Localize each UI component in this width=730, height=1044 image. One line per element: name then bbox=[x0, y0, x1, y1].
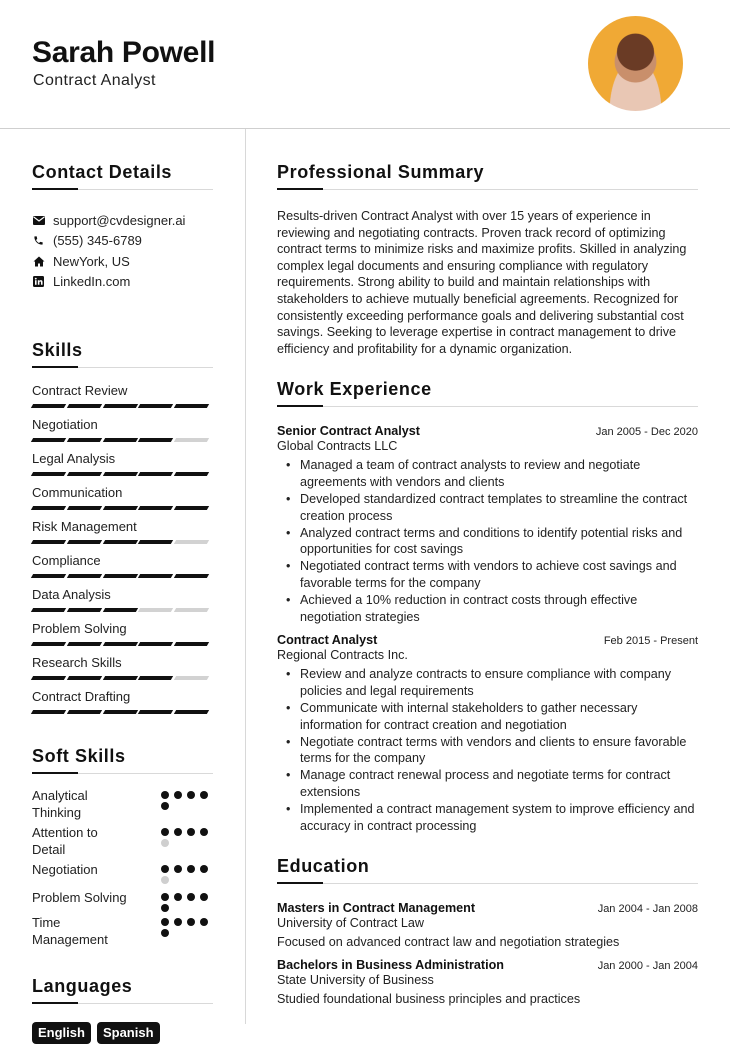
skill-level-segment bbox=[67, 642, 102, 646]
skill-level-segment bbox=[67, 676, 102, 680]
skill-level-segment bbox=[31, 438, 66, 442]
skill-level-segment bbox=[138, 642, 173, 646]
skill-item bbox=[32, 450, 213, 476]
soft-skill-name: Attention to Detail bbox=[32, 825, 98, 857]
skill-item bbox=[32, 382, 213, 408]
skill-level-segment bbox=[31, 574, 66, 578]
job-bullet: • Developed standardized contract templates to streamline the contract creation process bbox=[300, 491, 698, 524]
skill-name: Data Analysis bbox=[32, 587, 111, 602]
skill-level-segment bbox=[138, 404, 173, 408]
skill-level-segment bbox=[31, 472, 66, 476]
soft-skills-heading: Soft Skills bbox=[32, 746, 126, 766]
skill-level-segment bbox=[67, 404, 102, 408]
skill-level-segment bbox=[67, 608, 102, 612]
skill-level-segment bbox=[102, 574, 137, 578]
skill-level-bar bbox=[32, 642, 213, 646]
skills-heading: Skills bbox=[32, 340, 83, 360]
skill-level-bar bbox=[32, 710, 213, 714]
soft-skill-level-dot bbox=[187, 893, 195, 901]
skill-level-segment bbox=[102, 642, 137, 646]
soft-skill-level-dots bbox=[161, 791, 213, 810]
skill-level-segment bbox=[138, 506, 173, 510]
skill-level-segment bbox=[174, 506, 209, 510]
job-bullet: • Negotiate contract terms with vendors and clients to ensure favorable terms for the company bbox=[300, 734, 698, 767]
soft-skill-level-dot bbox=[187, 918, 195, 926]
right-column bbox=[277, 129, 698, 1006]
job-date: Jan 2005 - Dec 2020 bbox=[595, 426, 698, 439]
education-description: Focused on advanced contract law and negotiation strategies bbox=[277, 935, 620, 950]
soft-skill-level-dot bbox=[161, 893, 169, 901]
skill-level-bar bbox=[32, 472, 213, 476]
skill-level-bar bbox=[32, 676, 213, 680]
soft-skill-level-dot bbox=[161, 865, 169, 873]
school-name: University of Contract Law bbox=[277, 916, 424, 931]
skill-item bbox=[32, 654, 213, 680]
skill-level-segment bbox=[67, 574, 102, 578]
left-column bbox=[32, 129, 213, 1044]
job-bullet: • Manage contract renewal process and negotiate terms for contract extensions bbox=[300, 767, 698, 800]
contact-email-text: support@cvdesigner.ai bbox=[53, 212, 186, 228]
skill-level-segment bbox=[102, 404, 137, 408]
skill-name: Compliance bbox=[32, 553, 101, 568]
soft-skill-level-dot bbox=[161, 802, 169, 810]
skills-section bbox=[32, 340, 213, 714]
soft-skill-item bbox=[32, 788, 213, 821]
soft-skill-level-dot bbox=[161, 839, 169, 847]
skill-level-bar bbox=[32, 404, 213, 408]
skill-item bbox=[32, 484, 213, 510]
job-bullet: • Negotiated contract terms with vendors to achieve cost savings and favorable terms for the company bbox=[300, 558, 698, 591]
skill-level-segment bbox=[102, 472, 137, 476]
resume-header bbox=[0, 0, 730, 129]
education-entry bbox=[277, 901, 698, 949]
skill-level-segment bbox=[102, 676, 137, 680]
contact-heading: Contact Details bbox=[32, 162, 173, 182]
soft-skill-level-dot bbox=[161, 791, 169, 799]
skill-item bbox=[32, 620, 213, 646]
contact-phone[interactable] bbox=[32, 231, 213, 252]
contact-section bbox=[32, 162, 213, 292]
profile-photo bbox=[588, 16, 683, 111]
skill-level-segment bbox=[31, 608, 66, 612]
section-rule bbox=[32, 1003, 213, 1004]
candidate-name: Sarah Powell bbox=[32, 36, 216, 69]
skill-level-segment bbox=[174, 404, 209, 408]
language-badge: English bbox=[32, 1022, 91, 1044]
education-entry bbox=[277, 958, 698, 1006]
contact-location-text: NewYork, US bbox=[53, 253, 130, 269]
skill-name: Communication bbox=[32, 485, 123, 500]
skill-item bbox=[32, 688, 213, 714]
home-icon bbox=[32, 256, 45, 267]
skill-level-segment bbox=[174, 710, 209, 714]
soft-skill-level-dot bbox=[161, 904, 169, 912]
skill-level-segment bbox=[31, 676, 66, 680]
contact-linkedin[interactable] bbox=[32, 272, 213, 293]
skill-level-segment bbox=[138, 710, 173, 714]
job-title: Contract Analyst bbox=[277, 633, 378, 648]
skill-level-segment bbox=[102, 608, 137, 612]
skill-level-bar bbox=[32, 540, 213, 544]
summary-text: Results-driven Contract Analyst with over 15 years of experience in reviewing and negotiating contracts. Proven track record of optimizing contract terms to minimize risks and maximize profits. Skilled in analyzing complex legal documents and ensuring compliance with regulatory requirements. Strong ability to build and maintain relationships with stakeholders to achieve mutually beneficial agreements. Recognized for consistently exceeding performance goals and delivering substantial cost savings. Seeking to leverage expertise in contract management to drive efficiency and profitability for a dynamic organization. bbox=[277, 209, 687, 356]
skill-level-segment bbox=[67, 472, 102, 476]
soft-skill-level-dot bbox=[174, 791, 182, 799]
candidate-title: Contract Analyst bbox=[33, 72, 156, 89]
soft-skill-level-dot bbox=[174, 865, 182, 873]
soft-skill-level-dot bbox=[161, 929, 169, 937]
skill-level-segment bbox=[102, 540, 137, 544]
section-rule bbox=[277, 883, 698, 884]
experience-heading: Work Experience bbox=[277, 379, 432, 400]
soft-skill-level-dot bbox=[187, 828, 195, 836]
job-bullet: • Communicate with internal stakeholders to gather necessary information for contract creation and negotiation bbox=[300, 700, 698, 733]
soft-skill-name: Time Management bbox=[32, 915, 108, 947]
soft-skill-level-dot bbox=[161, 828, 169, 836]
envelope-icon bbox=[32, 216, 45, 225]
skill-level-segment bbox=[31, 506, 66, 510]
job-bullet: • Achieved a 10% reduction in contract costs through effective negotiation strategies bbox=[300, 592, 698, 625]
skill-level-bar bbox=[32, 506, 213, 510]
education-description: Studied foundational business principles and practices bbox=[277, 992, 581, 1007]
job-bullet: • Managed a team of contract analysts to review and negotiate agreements with vendors and clients bbox=[300, 457, 698, 490]
skill-level-segment bbox=[138, 676, 173, 680]
skill-level-segment bbox=[138, 540, 173, 544]
linkedin-icon bbox=[32, 276, 45, 287]
skill-level-segment bbox=[174, 574, 209, 578]
skill-level-segment bbox=[138, 574, 173, 578]
skill-name: Problem Solving bbox=[32, 621, 127, 636]
skills-list bbox=[32, 382, 213, 714]
degree-title: Masters in Contract Management bbox=[277, 901, 476, 916]
skill-item bbox=[32, 552, 213, 578]
summary-heading: Professional Summary bbox=[277, 162, 485, 182]
skill-level-segment bbox=[174, 676, 209, 680]
education-heading: Education bbox=[277, 856, 370, 877]
skill-name: Contract Drafting bbox=[32, 689, 131, 704]
soft-skills-list bbox=[32, 788, 213, 948]
skill-level-segment bbox=[174, 642, 209, 646]
soft-skill-level-dot bbox=[187, 791, 195, 799]
soft-skill-level-dots bbox=[161, 828, 213, 847]
soft-skill-item bbox=[32, 862, 213, 884]
contact-email[interactable] bbox=[32, 210, 213, 231]
soft-skill-item bbox=[32, 890, 213, 912]
job-bullet: • Review and analyze contracts to ensure compliance with company policies and legal requirements bbox=[300, 666, 698, 699]
skill-name: Negotiation bbox=[32, 417, 98, 432]
language-badge: Spanish bbox=[97, 1022, 160, 1044]
skill-level-segment bbox=[67, 506, 102, 510]
soft-skill-level-dot bbox=[200, 865, 208, 873]
school-name: State University of Business bbox=[277, 973, 434, 988]
contact-linkedin-text: LinkedIn.com bbox=[53, 274, 131, 290]
skill-level-bar bbox=[32, 574, 213, 578]
skill-name: Contract Review bbox=[32, 383, 128, 398]
experience-section bbox=[277, 379, 698, 834]
skill-level-segment bbox=[174, 540, 209, 544]
job-bullet: • Analyzed contract terms and conditions to identify potential risks and opportunities for cost savings bbox=[300, 525, 698, 558]
job-bullet: • Implemented a contract management system to improve efficiency and accuracy in contract processing bbox=[300, 801, 698, 834]
contact-location bbox=[32, 251, 213, 272]
degree-title: Bachelors in Business Administration bbox=[277, 958, 504, 973]
soft-skill-level-dot bbox=[200, 791, 208, 799]
contact-list bbox=[32, 210, 213, 292]
skill-level-segment bbox=[174, 608, 209, 612]
skill-level-segment bbox=[102, 506, 137, 510]
skill-level-segment bbox=[102, 438, 137, 442]
section-rule bbox=[277, 189, 698, 190]
skill-level-segment bbox=[138, 438, 173, 442]
job-title: Senior Contract Analyst bbox=[277, 424, 420, 439]
skill-level-segment bbox=[67, 710, 102, 714]
skill-level-segment bbox=[174, 472, 209, 476]
soft-skill-name: Problem Solving bbox=[32, 890, 127, 905]
section-rule bbox=[32, 189, 213, 190]
skill-level-segment bbox=[31, 540, 66, 544]
education-date: Jan 2004 - Jan 2008 bbox=[597, 903, 698, 916]
skill-level-bar bbox=[32, 608, 213, 612]
summary-section bbox=[277, 162, 698, 357]
section-rule bbox=[277, 406, 698, 407]
soft-skill-level-dots bbox=[161, 893, 213, 912]
soft-skill-level-dot bbox=[161, 876, 169, 884]
soft-skill-level-dot bbox=[200, 828, 208, 836]
skill-level-segment bbox=[102, 710, 137, 714]
skill-name: Research Skills bbox=[32, 655, 122, 670]
skill-name: Risk Management bbox=[32, 519, 137, 534]
job-entry bbox=[277, 633, 698, 834]
column-divider bbox=[245, 129, 246, 1024]
skill-level-segment bbox=[31, 710, 66, 714]
phone-icon bbox=[32, 235, 45, 246]
skill-level-segment bbox=[174, 438, 209, 442]
soft-skill-level-dots bbox=[161, 865, 213, 884]
soft-skill-level-dot bbox=[174, 828, 182, 836]
soft-skill-level-dot bbox=[200, 918, 208, 926]
skill-item bbox=[32, 586, 213, 612]
skill-level-segment bbox=[67, 540, 102, 544]
languages-section bbox=[32, 976, 213, 1044]
soft-skill-name: Negotiation bbox=[32, 862, 98, 877]
soft-skill-level-dot bbox=[174, 918, 182, 926]
skill-level-segment bbox=[138, 472, 173, 476]
soft-skill-item bbox=[32, 825, 213, 858]
languages-heading: Languages bbox=[32, 976, 133, 996]
job-bullets bbox=[277, 666, 698, 834]
job-entry bbox=[277, 424, 698, 625]
job-bullets bbox=[277, 457, 698, 625]
education-date: Jan 2000 - Jan 2004 bbox=[597, 960, 698, 973]
languages-list bbox=[32, 1022, 213, 1044]
skill-name: Legal Analysis bbox=[32, 451, 116, 466]
section-rule bbox=[32, 773, 213, 774]
soft-skills-section bbox=[32, 746, 213, 948]
soft-skill-level-dot bbox=[161, 918, 169, 926]
contact-phone-text: (555) 345-6789 bbox=[53, 233, 142, 249]
soft-skill-level-dot bbox=[200, 893, 208, 901]
job-company: Regional Contracts Inc. bbox=[277, 648, 408, 663]
soft-skill-item bbox=[32, 915, 213, 948]
job-date: Feb 2015 - Present bbox=[603, 635, 698, 648]
skill-level-segment bbox=[67, 438, 102, 442]
skill-item bbox=[32, 518, 213, 544]
soft-skill-name: Analytical Thinking bbox=[32, 788, 88, 820]
skill-level-segment bbox=[138, 608, 173, 612]
soft-skill-level-dots bbox=[161, 918, 213, 937]
soft-skill-level-dot bbox=[187, 865, 195, 873]
skill-level-segment bbox=[31, 642, 66, 646]
section-rule bbox=[32, 367, 213, 368]
job-company: Global Contracts LLC bbox=[277, 439, 398, 454]
soft-skill-level-dot bbox=[174, 893, 182, 901]
education-section bbox=[277, 856, 698, 1006]
skill-level-bar bbox=[32, 438, 213, 442]
skill-level-segment bbox=[31, 404, 66, 408]
skill-item bbox=[32, 416, 213, 442]
